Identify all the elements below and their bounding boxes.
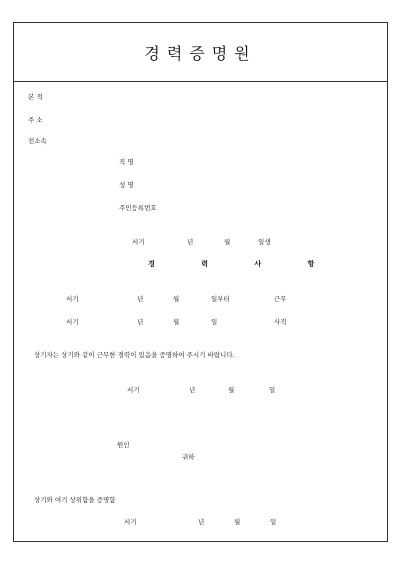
start-status: 근무 (274, 295, 287, 303)
address-label: 주 소 (28, 116, 43, 124)
end-era: 서기 (66, 318, 79, 326)
request-date-era: 서기 (127, 386, 140, 394)
request-date-year: 년 (189, 386, 196, 394)
career-section-heading: 경 력 사 항 (148, 260, 337, 268)
document-title: 경력증명원 (144, 44, 257, 63)
certificate-frame (13, 22, 388, 542)
start-era: 서기 (66, 295, 79, 303)
request-sentence: 상기자는 상기와 같이 근무한 경력이 있음을 증명하여 주시기 바랍니다. (34, 351, 235, 359)
birth-era: 서기 (132, 238, 145, 246)
cert-date-era: 서기 (124, 518, 137, 526)
domicile-label: 본 적 (28, 93, 43, 101)
position-label: 직 명 (119, 158, 134, 166)
end-day: 일 (211, 318, 218, 326)
start-year: 년 (137, 295, 144, 303)
name-label: 성 명 (119, 181, 134, 189)
birth-year: 년 (187, 238, 194, 246)
addressee-label: 귀하 (182, 453, 195, 461)
start-from: 일부터 (211, 295, 230, 303)
resident-number-label: 주민등록번호 (119, 204, 157, 212)
end-year: 년 (137, 318, 144, 326)
request-date-month: 월 (228, 386, 235, 394)
title-band (14, 23, 387, 82)
end-status: 사직 (274, 318, 287, 326)
cert-date-year: 년 (198, 518, 205, 526)
birth-month: 월 (224, 238, 231, 246)
birth-day: 일생 (258, 238, 271, 246)
previous-address-label: 전소속 (28, 137, 47, 145)
cert-date-day: 일 (270, 518, 277, 526)
cert-date-month: 월 (234, 518, 241, 526)
certification-sentence: 상기와 여기 상위함을 증명함 (34, 496, 116, 504)
end-month: 월 (173, 318, 180, 326)
applicant-label: 원인 (117, 441, 130, 449)
start-month: 월 (173, 295, 180, 303)
request-date-day: 일 (269, 386, 276, 394)
